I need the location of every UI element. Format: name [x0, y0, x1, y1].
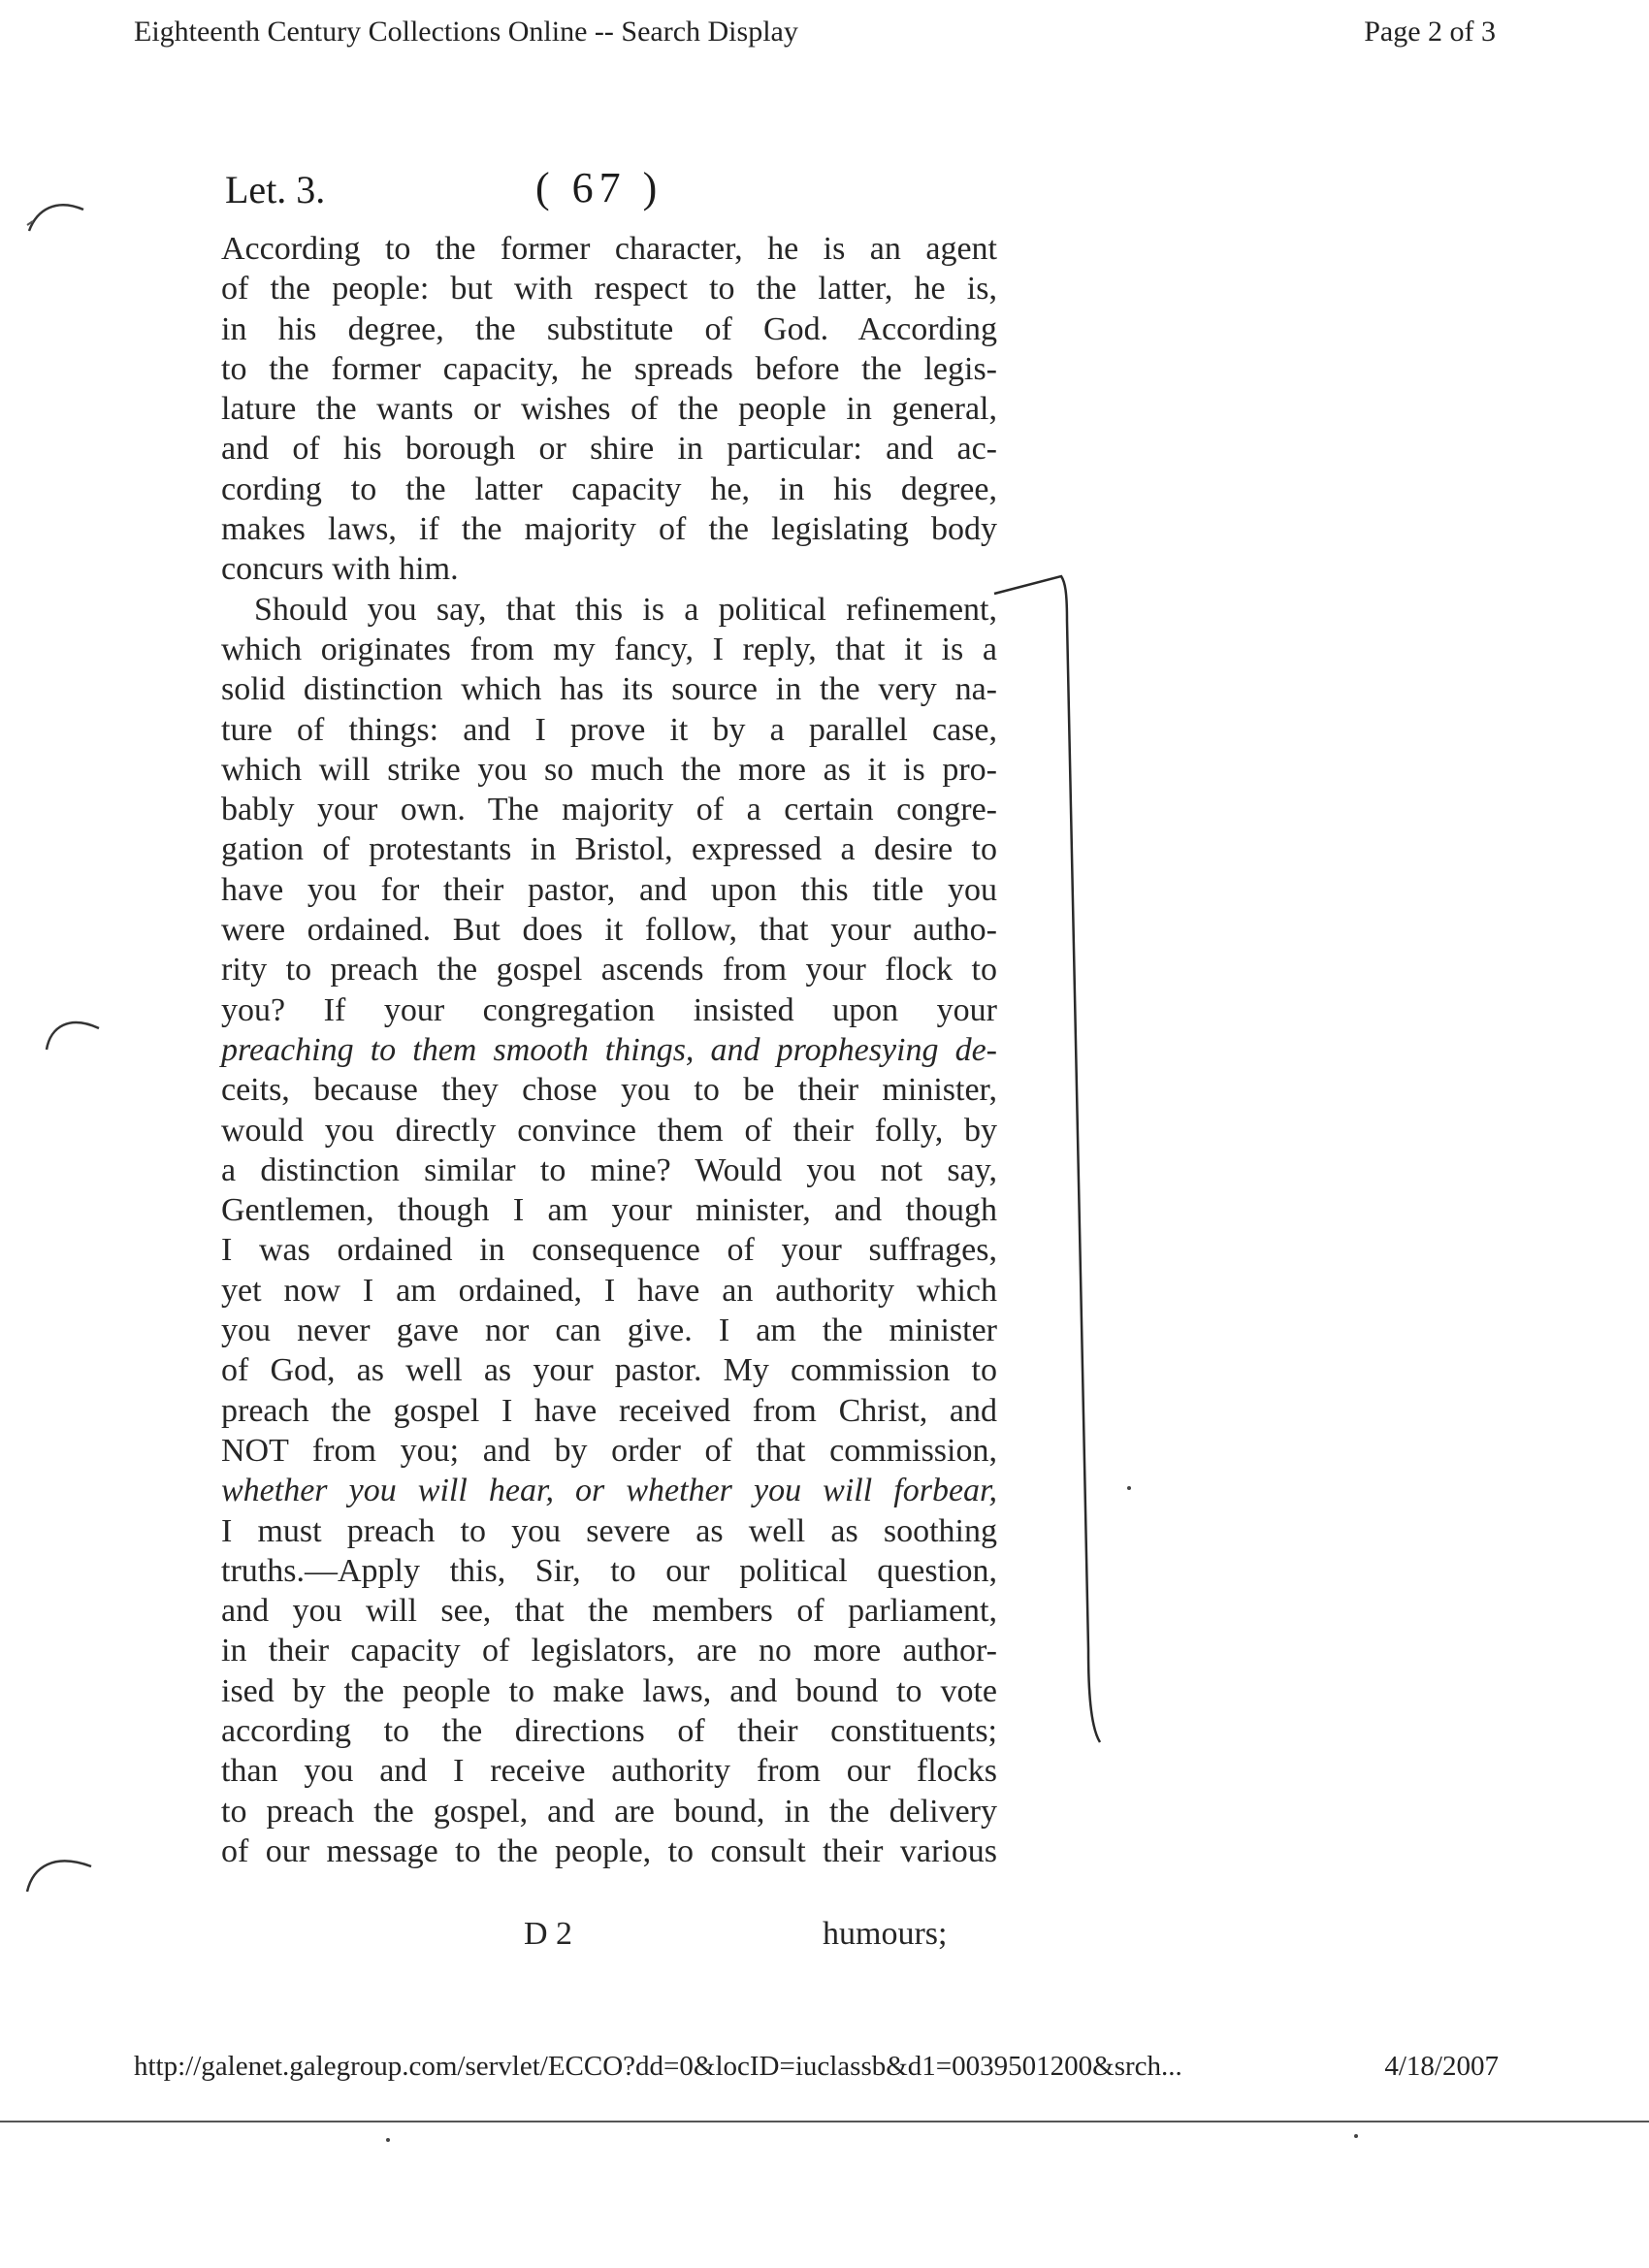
page-number: ( 67 ) [535, 164, 663, 211]
source-url: http://galenet.galegroup.com/servlet/ECCO?dd=0&locID=iuclassb&d1=0039501200&srch... [134, 2051, 1182, 2082]
scan-speck [386, 2138, 390, 2142]
text-line: According to the former character, he is an agent [221, 231, 997, 267]
page-indicator: Page 2 of 3 [1364, 16, 1496, 48]
text-line: in his degree, the substitute of God. According [221, 310, 997, 347]
text-line: gation of protestants in Bristol, expressed a desire to [221, 831, 997, 868]
text-line: according to the directions of their constituents; [221, 1712, 997, 1749]
scan-speck [1354, 2134, 1358, 2138]
text-line: rity to preach the gospel ascends from your flock to [221, 952, 997, 988]
text-line: solid distinction which has its source in the very na- [221, 671, 997, 708]
text-line: and of his borough or shire in particular: and ac- [221, 431, 997, 468]
text-line: to preach the gospel, and are bound, in the delivery [221, 1793, 997, 1830]
text-line: I was ordained in consequence of your suffrages, [221, 1232, 997, 1269]
text-line: a distinction similar to mine? Would you not say, [221, 1151, 997, 1188]
text-line: of the people: but with respect to the latter, he is, [221, 271, 997, 308]
text-line: ised by the people to make laws, and bound to vote [221, 1672, 997, 1709]
text-line: cording to the latter capacity he, in his degree, [221, 470, 997, 507]
running-head: Let. 3. [225, 168, 326, 211]
text-line: in their capacity of legislators, are no more author- [221, 1633, 997, 1669]
page-foot [221, 1916, 997, 1960]
text-line: ceits, because they chose you to be their minister, [221, 1072, 997, 1109]
margin-curl-mark [41, 1007, 109, 1055]
text-line: which originates from my fancy, I reply, that it is a [221, 631, 997, 667]
text-line: lature the wants or wishes of the people in general, [221, 391, 997, 428]
text-line: than you and I receive authority from our flocks [221, 1753, 997, 1790]
text-line: whether you will hear, or whether you will forbear, [221, 1473, 997, 1509]
catchword: humours; [823, 1916, 948, 1952]
text-line: of God, as well as your pastor. My commission to [221, 1352, 997, 1389]
text-line: concurs with him. [221, 551, 459, 588]
text-line: you never gave nor can give. I am the minister [221, 1312, 997, 1349]
text-line: and you will see, that the members of parliament, [221, 1593, 997, 1630]
text-line: preach the gospel I have received from Christ, and [221, 1392, 997, 1429]
text-line: would you directly convince them of their folly, by [221, 1112, 997, 1149]
text-line: I must preach to you severe as well as soothing [221, 1512, 997, 1549]
text-line: ture of things: and I prove it by a parallel case, [221, 711, 997, 748]
text-line: have you for their pastor, and upon this title you [221, 871, 997, 908]
text-line: you? If your congregation insisted upon your [221, 991, 997, 1028]
text-line: yet now I am ordained, I have an authority which [221, 1272, 997, 1309]
text-line: to the former capacity, he spreads before the legis- [221, 350, 997, 387]
paragraph-start-line: Should you say, that this is a political refinement, [254, 591, 997, 628]
text-line: makes laws, if the majority of the legislating body [221, 511, 997, 548]
signature-mark: D 2 [524, 1916, 573, 1952]
print-footer [0, 2037, 1649, 2268]
text-line: truths.—Apply this, Sir, to our political question, [221, 1552, 997, 1589]
scanned-page [0, 78, 1649, 2037]
text-line: preaching to them smooth things, and prophesying de- [221, 1031, 997, 1068]
page-header [225, 164, 1001, 225]
print-header [0, 0, 1649, 78]
margin-curl-mark [23, 192, 91, 241]
text-line: of our message to the people, to consult their various [221, 1832, 997, 1869]
text-line: bably your own. The majority of a certain congre- [221, 792, 997, 828]
document-source-title: Eighteenth Century Collections Online -- Search Display [134, 16, 798, 48]
scan-speck [1127, 1486, 1131, 1490]
text-line: were ordained. But does it follow, that your autho- [221, 912, 997, 949]
text-line: which will strike you so much the more as it is pro- [221, 751, 997, 788]
print-date: 4/18/2007 [1384, 2051, 1499, 2082]
text-line: NOT from you; and by order of that commission, [221, 1432, 997, 1469]
letter-text [221, 229, 997, 1871]
text-line: Gentlemen, though I am your minister, and though [221, 1192, 997, 1229]
margin-curl-mark [21, 1843, 99, 1901]
footer-divider [0, 2121, 1649, 2122]
